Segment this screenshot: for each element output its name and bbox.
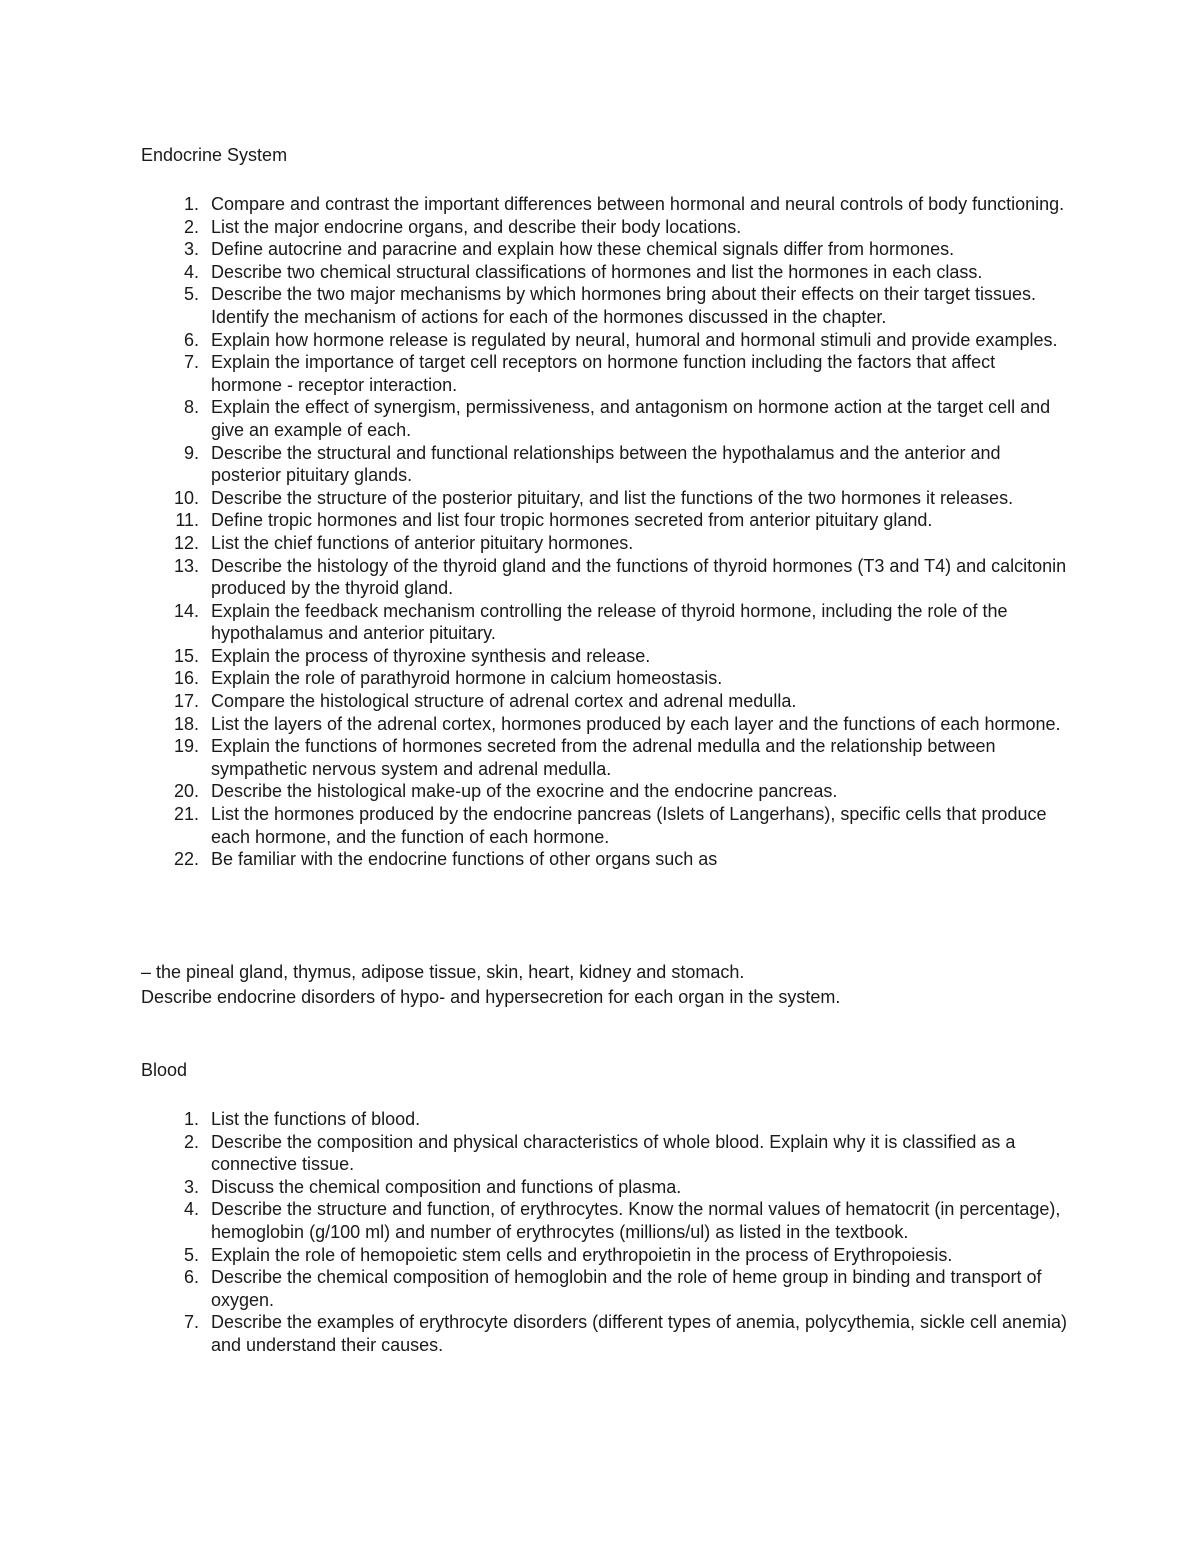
list-item: 4. Describe the structure and function, of erythrocytes. Know the normal values of hematocrit (in percentage), hemoglobin (g/100 ml) and number of erythrocytes (millions/ul) as listed in the textbook. <box>183 1199 1061 1242</box>
list-item: 2. Describe the composition and physical characteristics of whole blood. Explain why it is classified as a connective tissue. <box>183 1131 1016 1175</box>
list-item: 11. Define tropic hormones and list four tropic hormones secreted from anterior pituitary gland. <box>175 510 933 531</box>
list-item: 13. Describe the histology of the thyroid gland and the functions of thyroid hormones (T3 and T4) and calcitonin produced by the thyroid gland. <box>173 555 1067 599</box>
list-item: 5. Explain the role of hemopoietic stem cells and erythropoietin in the process of Erythropoiesis. <box>183 1244 953 1265</box>
list-item: 15. Explain the process of thyroxine synthesis and release. <box>173 645 651 666</box>
list-item: 10. Describe the structure of the posterior pituitary, and list the functions of the two hormones it releases. <box>173 487 1014 508</box>
list-item: 20. Describe the histological make-up of the exocrine and the endocrine pancreas. <box>173 781 838 802</box>
list-item: 6. Explain how hormone release is regulated by neural, humoral and hormonal stimuli and provide examples. <box>183 329 1058 350</box>
list-item: 5. Describe the two major mechanisms by which hormones bring about their effects on their target tissues. Identify the mechanism of actions for each of the hormones discussed in the chapter. <box>183 284 1037 327</box>
list-item: 9. Describe the structural and functional relationships between the hypothalamus and the anterior and posterior pituitary glands. <box>183 442 1001 486</box>
list-item: 21. List the hormones produced by the endocrine pancreas (Islets of Langerhans), specific cells that produce each hormone, and the function of each hormone. <box>173 804 1047 847</box>
endocrine-trailing-line-organs: – the pineal gland, thymus, adipose tissue, skin, heart, kidney and stomach. <box>141 962 745 982</box>
section-title-blood: Blood <box>141 1060 188 1080</box>
list-item: 8. Explain the effect of synergism, permissiveness, and antagonism on hormone action at the target cell and give an example of each. <box>183 397 1051 440</box>
list-item: 1. Compare and contrast the important differences between hormonal and neural controls of body functioning. <box>183 194 1065 214</box>
section-title-endocrine-system: Endocrine System <box>141 145 288 165</box>
list-item: 1. List the functions of blood. <box>183 1109 421 1129</box>
list-item: 12. List the chief functions of anterior pituitary hormones. <box>173 532 634 553</box>
list-item: 7. Describe the examples of erythrocyte disorders (different types of anemia, polycythemia, sickle cell anemia) and understand their causes. <box>183 1312 1068 1355</box>
list-item: 18. List the layers of the adrenal cortex, hormones produced by each layer and the functions of each hormone. <box>173 713 1061 734</box>
list-item: 16. Explain the role of parathyroid hormone in calcium homeostasis. <box>173 668 723 689</box>
list-item: 2. List the major endocrine organs, and describe their body locations. <box>183 216 742 237</box>
list-item: 14. Explain the feedback mechanism controlling the release of thyroid hormone, including the role of the hypothalamus and anterior pituitary. <box>173 600 1008 644</box>
endocrine-objectives-list <box>141 193 1071 871</box>
blood-objectives-list <box>141 1108 1071 1357</box>
list-item: 3. Discuss the chemical composition and functions of plasma. <box>183 1176 682 1197</box>
list-item: 6. Describe the chemical composition of hemoglobin and the role of heme group in binding and transport of oxygen. <box>183 1267 1042 1310</box>
list-item: 3. Define autocrine and paracrine and explain how these chemical signals differ from hormones. <box>183 239 955 260</box>
list-item: 22. Be familiar with the endocrine functions of other organs such as <box>173 849 718 870</box>
list-item: 4. Describe two chemical structural classifications of hormones and list the hormones in each class. <box>183 261 983 282</box>
endocrine-trailing-line-disorders: Describe endocrine disorders of hypo- and hypersecretion for each organ in the system. <box>141 987 841 1007</box>
list-item: 19. Explain the functions of hormones secreted from the adrenal medulla and the relationship between sympathetic nervous system and adrenal medulla. <box>173 736 996 779</box>
list-item: 17. Compare the histological structure of adrenal cortex and adrenal medulla. <box>173 691 797 712</box>
list-item: 7. Explain the importance of target cell receptors on hormone function including the factors that affect hormone - receptor interaction. <box>183 352 996 395</box>
